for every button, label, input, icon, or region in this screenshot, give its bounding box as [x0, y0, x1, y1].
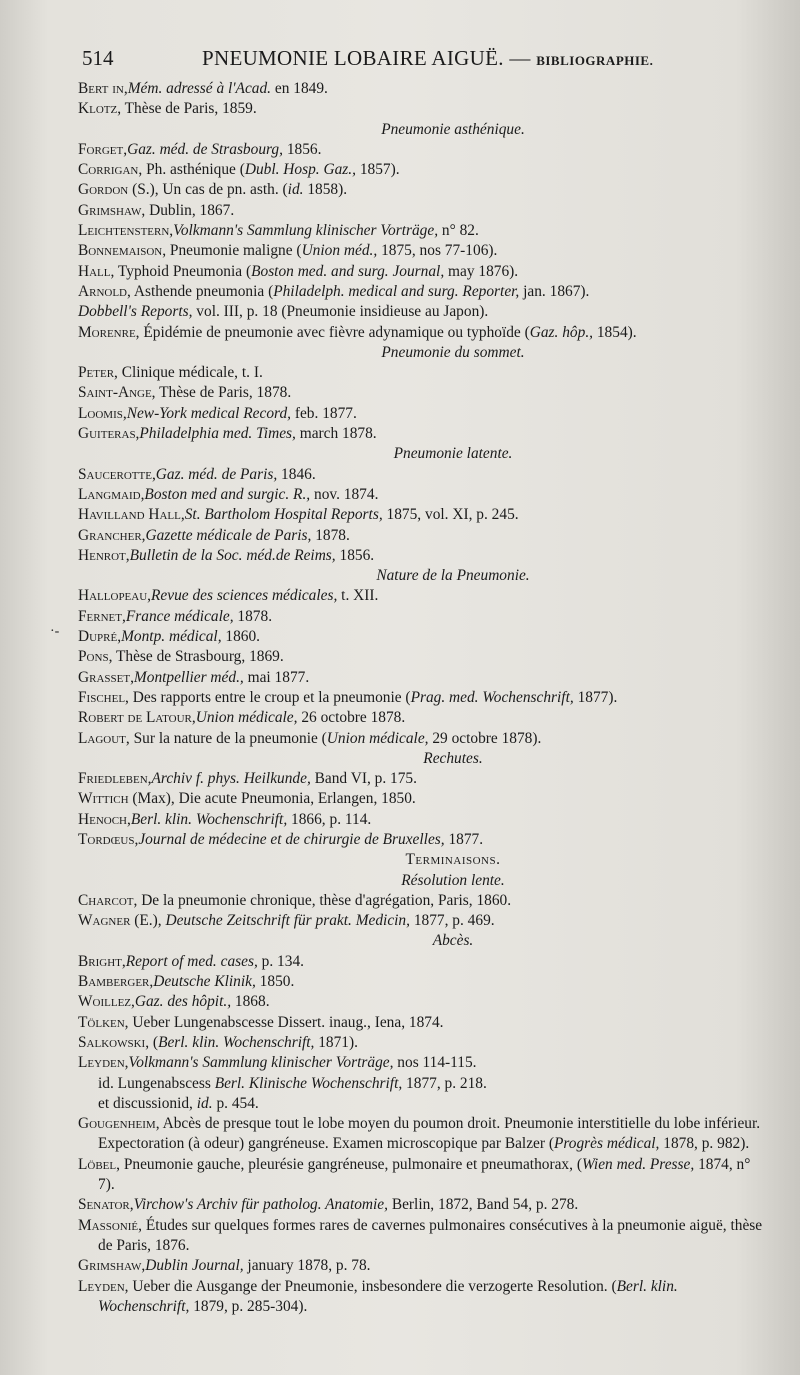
entry-author: Salkowski, — [78, 1033, 150, 1051]
bibliography-entry — [78, 404, 768, 424]
entry-author: Morenre, — [78, 323, 140, 341]
entry-rest: 1875, nos 77-106). — [377, 242, 498, 260]
entry-rest: 1868. — [231, 993, 270, 1011]
bibliography-entry — [78, 708, 768, 728]
entry-title: Deutsche Klinik, — [153, 973, 256, 991]
entry-text: et discussionid, — [98, 1094, 197, 1112]
bibliography-entry — [78, 302, 768, 322]
entry-author: Pons, — [78, 648, 113, 666]
bibliography-entry — [78, 810, 768, 830]
entry-text: Études sur quelques formes rares de cavernes pulmonaires consécutives à la pneumonie aiguë, thèse de Paris, 1876. — [98, 1216, 763, 1254]
entry-rest: 1875, vol. XI, p. 245. — [382, 506, 519, 524]
entry-rest: 1854). — [593, 323, 637, 341]
entry-text: Pneumonie maligne ( — [166, 242, 302, 260]
running-header — [62, 46, 762, 76]
entry-rest: 1850. — [255, 973, 295, 991]
entry-author: Leichtenstern, — [78, 222, 174, 240]
entry-rest: mai 1877. — [243, 668, 310, 686]
bibliography-list — [78, 79, 768, 1317]
entry-rest: n° 82. — [438, 222, 479, 240]
bibliography-entry — [78, 546, 768, 566]
entry-text: (Max), Die acute Pneumonia, Erlangen, 1850. — [128, 790, 416, 808]
entry-rest: 1857). — [356, 161, 400, 179]
margin-mark: ·- — [50, 624, 60, 639]
entry-author: Dupré, — [78, 628, 122, 646]
bibliography-entry — [78, 383, 768, 403]
entry-text: Abcès de presque tout le lobe moyen du poumon droit. Pneumonie interstitielle du lobe inférieur. Expectoration (à odeur) gangréneuse. Examen microscopique par Balzer ( — [98, 1115, 761, 1153]
entry-title: Dublin Journal, — [145, 1257, 244, 1275]
bibliography-entry — [78, 1053, 768, 1073]
entry-text: ( — [149, 1033, 159, 1051]
entry-author: Charcot, — [78, 891, 138, 909]
entry-text: Ueber die Ausgange der Pneumonie, insbesondere die verzogerte Resolution. ( — [128, 1277, 617, 1295]
entry-title: Bulletin de la Soc. méd.de Reims, — [129, 546, 336, 564]
entry-text: Thèse de Strasbourg, 1869. — [112, 648, 284, 666]
entry-rest: 1856. — [282, 140, 322, 158]
entry-title: Progrès médical, — [553, 1135, 660, 1153]
entry-rest: t. XII. — [337, 587, 379, 605]
section-heading: Terminaisons. — [405, 851, 501, 869]
bibliography-entry — [78, 1155, 768, 1196]
entry-rest: 1866, p. 114. — [287, 810, 372, 828]
entry-text: De la pneumonie chronique, thèse d'agrégation, Paris, 1860. — [137, 891, 512, 909]
section-heading: Résolution lente. — [401, 871, 505, 889]
entry-title: id. — [196, 1094, 213, 1112]
entry-title: Berl. Klinische Wochenschrift, — [214, 1074, 403, 1092]
bibliography-entry — [78, 1013, 768, 1033]
bibliography-entry — [78, 140, 768, 160]
entry-rest: nov. 1874. — [310, 485, 379, 503]
entry-title: Journal de médecine et de chirurgie de Bruxelles, — [138, 830, 445, 848]
entry-text: Clinique médicale, t. I. — [117, 364, 263, 382]
entry-author: Loomis, — [78, 404, 127, 422]
bibliography-entry — [78, 465, 768, 485]
entry-rest: 1858). — [303, 181, 348, 199]
bibliography-entry — [78, 262, 768, 282]
entry-author: Fischel, — [78, 688, 129, 706]
entry-title: Mém. adressé à l'Acad. — [127, 80, 272, 97]
entry-text: (E.), — [130, 912, 166, 930]
entry-title: Montp. médical, — [121, 628, 222, 646]
entry-text: Ph. asthénique ( — [142, 161, 245, 179]
bibliography-entry — [78, 1033, 768, 1053]
entry-author: Friedleben, — [78, 770, 152, 788]
entry-author: Havilland Hall, — [78, 506, 185, 524]
entry-text: Thèse de Paris, 1859. — [121, 100, 257, 118]
entry-rest: p. 454. — [212, 1094, 259, 1112]
entry-author: Massonié, — [78, 1216, 142, 1234]
entry-rest: p. 134. — [257, 952, 304, 970]
entry-author: Grasset, — [78, 668, 134, 686]
entry-text: id. Lungenabscess — [98, 1074, 215, 1092]
entry-title: Boston med and surgic. R., — [144, 485, 311, 503]
entry-title: Volkmann's Sammlung klinischer Vorträge, — [128, 1054, 394, 1072]
entry-author: Grimshaw, — [78, 201, 146, 219]
entry-title: Dobbell's Reports, — [78, 303, 193, 321]
entry-text: Ueber Lungenabscesse Dissert. inaug., Iena, 1874. — [128, 1013, 444, 1031]
bibliography-entry — [78, 201, 768, 221]
entry-text: Asthende pneumonia ( — [130, 282, 274, 300]
bibliography-entry — [78, 323, 768, 343]
bibliography-entry — [78, 891, 768, 911]
entry-author: Lagout, — [78, 729, 130, 747]
entry-title: Montpellier méd., — [133, 668, 244, 686]
entry-title: Archiv f. phys. Heilkunde, — [151, 770, 311, 788]
entry-title: Berl. klin. Wochenschrift, — [98, 1277, 678, 1315]
entry-rest: 1874, n° 7). — [98, 1155, 751, 1194]
entry-rest: 1878, p. 982). — [659, 1135, 750, 1153]
entry-author: Wagner — [78, 912, 131, 930]
entry-author: Saint-Ange, — [78, 384, 156, 402]
bibliography-entry — [78, 769, 768, 789]
entry-author: Gougenheim, — [78, 1115, 160, 1133]
entry-rest: 1871). — [314, 1033, 358, 1051]
bibliography-entry — [78, 99, 768, 119]
entry-author: Leyden, — [78, 1054, 129, 1072]
entry-title: New-York medical Record, — [126, 404, 291, 422]
entry-rest: 1878. — [311, 526, 350, 544]
entry-rest: may 1876). — [444, 262, 519, 280]
section-heading: Pneumonie latente. — [393, 445, 513, 463]
entry-title: Union médicale, — [195, 709, 298, 727]
bibliography-entry — [78, 668, 768, 688]
entry-author: Grimshaw, — [78, 1257, 146, 1275]
bibliography-entry — [78, 627, 768, 647]
entry-text: Des rapports entre le croup et la pneumonie ( — [128, 688, 411, 706]
bibliography-entry — [78, 972, 768, 992]
entry-title: Gaz. méd. de Paris, — [155, 465, 278, 483]
bibliography-entry — [78, 1195, 768, 1215]
bibliography-entry — [78, 160, 768, 180]
bibliography-entry — [78, 180, 768, 200]
entry-rest: 1860. — [221, 628, 261, 646]
entry-author: Saucerotte, — [78, 465, 156, 483]
entry-text: Dublin, 1867. — [145, 201, 235, 219]
entry-author: Peter, — [78, 364, 118, 382]
entry-author: Robert de Latour, — [78, 709, 196, 727]
bibliography-entry — [78, 241, 768, 261]
section-heading: Rechutes. — [423, 749, 483, 767]
entry-title: Gaz. des hôpit., — [134, 993, 232, 1011]
entry-title: Wien med. Presse, — [581, 1155, 695, 1173]
bibliography-entry — [78, 79, 768, 99]
entry-text: Pneumonie gauche, pleurésie gangréneuse, pulmonaire et pneumathorax, ( — [119, 1155, 582, 1173]
entry-rest: 1877, p. 469. — [409, 912, 495, 930]
entry-author: Gordon — [78, 181, 129, 199]
bibliography-entry — [78, 789, 768, 809]
entry-rest: feb. 1877. — [291, 404, 357, 422]
entry-text: Sur la nature de la pneumonie ( — [129, 729, 327, 747]
bibliography-entry — [78, 526, 768, 546]
entry-title: Berl. klin. Wochenschrift, — [158, 1033, 315, 1051]
bibliography-entry — [78, 1256, 768, 1276]
bibliography-entry — [78, 1216, 768, 1257]
entry-title: Union médicale, — [326, 729, 429, 747]
entry-text: Typhoid Pneumonia ( — [114, 262, 252, 280]
entry-rest: 1878. — [233, 607, 273, 625]
entry-rest: jan. 1867). — [519, 282, 590, 300]
entry-title: id. — [287, 181, 304, 199]
entry-title: Volkmann's Sammlung klinischer Vorträge, — [173, 222, 439, 240]
entry-rest: 1877. — [444, 830, 484, 848]
entry-rest: 1877). — [573, 688, 618, 706]
entry-author: Klotz, — [78, 100, 122, 118]
entry-text: Épidémie de pneumonie avec fièvre adynamique ou typhoïde ( — [139, 323, 530, 341]
entry-author: Bamberger, — [78, 973, 154, 991]
bibliography-entry — [78, 363, 768, 383]
bibliography-entry — [78, 221, 768, 241]
entry-rest: 26 octobre 1878. — [297, 709, 406, 727]
entry-author: Senator, — [78, 1196, 134, 1214]
entry-title: Prag. med. Wochenschrift, — [410, 688, 574, 706]
entry-author: Henrot, — [78, 546, 130, 564]
entry-author: Hallopeau, — [78, 587, 152, 605]
entry-author: Bonnemaison, — [78, 242, 167, 260]
entry-rest: nos 114-115. — [393, 1054, 477, 1072]
entry-title: Philadelphia med. Times, — [139, 425, 296, 443]
bibliography-entry — [78, 911, 768, 931]
entry-rest: Berlin, 1872, Band 54, p. 278. — [387, 1196, 579, 1214]
bibliography-entry — [78, 505, 768, 525]
entry-title: Report of med. cases, — [125, 952, 258, 970]
entry-author: Corrigan, — [78, 161, 143, 179]
bibliography-entry — [78, 1094, 768, 1114]
header-subtitle: BIBLIOGRAPHIE. — [536, 53, 654, 68]
entry-rest: 1846. — [277, 465, 316, 483]
entry-author: Henoch, — [78, 810, 131, 828]
entry-title: Gazette médicale de Paris, — [145, 526, 312, 544]
entry-title: France médicale, — [125, 607, 234, 625]
entry-rest: 1879, p. 285-304). — [189, 1297, 308, 1315]
entry-author: Hall, — [78, 262, 115, 280]
entry-rest: march 1878. — [295, 425, 377, 443]
entry-title: Dubl. Hosp. Gaz., — [244, 161, 356, 179]
bibliography-entry — [78, 647, 768, 667]
page-number: 514 — [82, 46, 114, 70]
bibliography-entry — [78, 830, 768, 850]
entry-author: Fernet, — [78, 607, 126, 625]
header-title-text: PNEUMONIE LOBAIRE AIGUË. — — [202, 46, 531, 70]
entry-author: Bert in, — [78, 80, 128, 97]
entry-rest: january 1878, p. 78. — [243, 1257, 371, 1275]
bibliography-entry — [78, 607, 768, 627]
bibliography-entry — [78, 485, 768, 505]
entry-title: Boston med. and surg. Journal, — [251, 262, 445, 280]
entry-author: Wittich — [78, 790, 129, 808]
entry-title: Berl. klin. Wochenschrift, — [130, 810, 288, 828]
entry-rest: 1877, p. 218. — [402, 1074, 487, 1092]
entry-title: Gaz. hôp., — [529, 323, 594, 341]
bibliography-entry — [78, 952, 768, 972]
entry-title: St. Bartholom Hospital Reports, — [184, 506, 383, 524]
bibliography-entry — [78, 1074, 768, 1094]
entry-author: Woillez, — [78, 993, 135, 1011]
entry-author: Bright, — [78, 952, 126, 970]
section-heading: Pneumonie du sommet. — [381, 343, 525, 361]
entry-rest: 29 octobre 1878). — [428, 729, 542, 747]
bibliography-entry — [78, 282, 768, 302]
section-heading: Pneumonie asthénique. — [381, 120, 525, 138]
entry-rest: vol. III, p. 18 (Pneumonie insidieuse au Japon). — [192, 303, 489, 321]
entry-author: Langmaid, — [78, 485, 145, 503]
entry-author: Löbel, — [78, 1155, 120, 1173]
bibliography-entry — [78, 729, 768, 749]
entry-title: Virchow's Archiv für patholog. Anatomie, — [133, 1196, 388, 1214]
entry-title: Revue des sciences médicales, — [151, 587, 338, 605]
entry-author: Arnold, — [78, 282, 131, 300]
bibliography-entry — [78, 424, 768, 444]
entry-text: Thèse de Paris, 1878. — [155, 384, 292, 402]
bibliography-entry — [78, 992, 768, 1012]
entry-rest: 1856. — [335, 546, 375, 564]
entry-title: Gaz. méd. de Strasbourg, — [127, 140, 283, 158]
header-title — [202, 46, 653, 71]
entry-author: Guiteras, — [78, 425, 140, 443]
entry-rest: en 1849. — [271, 80, 328, 97]
entry-title: Union méd., — [301, 242, 378, 260]
bibliography-entry — [78, 1114, 768, 1155]
bibliography-entry — [78, 586, 768, 606]
entry-rest: Band VI, p. 175. — [310, 770, 417, 788]
entry-text: (S.), Un cas de pn. asth. ( — [128, 181, 288, 199]
entry-author: Tordœus, — [78, 830, 139, 848]
section-heading: Abcès. — [432, 932, 474, 950]
bibliography-entry — [78, 1277, 768, 1318]
entry-author: Leyden, — [78, 1277, 129, 1295]
entry-author: Forget, — [78, 140, 128, 158]
bibliography-entry — [78, 688, 768, 708]
entry-author: Tölken, — [78, 1013, 129, 1031]
entry-title: Deutsche Zeitschrift für prakt. Medicin, — [165, 912, 410, 930]
section-heading: Nature de la Pneumonie. — [376, 567, 530, 585]
entry-author: Grancher, — [78, 526, 146, 544]
entry-title: Philadelph. medical and surg. Reporter, — [273, 282, 520, 300]
